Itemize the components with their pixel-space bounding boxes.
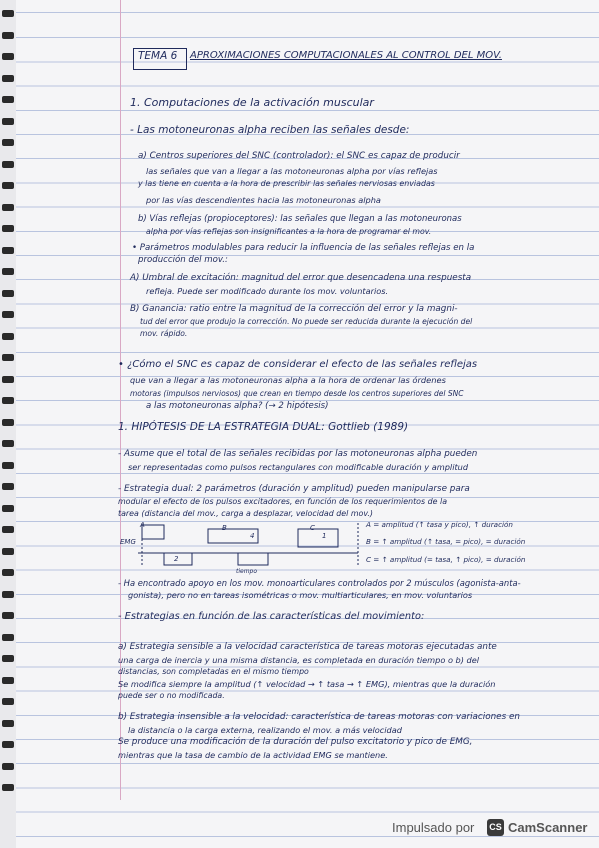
note-line: una carga de inercia y una misma distancia, es completada en duración tiempo o b) del xyxy=(118,654,480,665)
note-line: Se modifica siempre la amplitud (↑ velocidad → ↑ tasa → ↑ EMG), mientras que la duración xyxy=(118,678,496,689)
footer-powered-by: Impulsado por xyxy=(392,820,475,835)
binding-hole xyxy=(2,612,14,619)
note-line: a) Estrategia sensible a la velocidad característica de tareas motoras ejecutadas ante xyxy=(118,642,497,653)
binding-hole xyxy=(2,419,14,426)
binding-hole xyxy=(2,677,14,684)
note-line: distancias, son completadas en el mismo tiempo xyxy=(118,667,309,677)
note-line: A) Umbral de excitación: magnitud del error que desencadena una respuesta xyxy=(130,273,472,284)
binding-hole xyxy=(2,784,14,791)
diagram-label-a: A xyxy=(140,521,145,529)
binding-hole xyxy=(2,526,14,533)
binding-hole xyxy=(2,569,14,576)
page-title: APROXIMACIONES COMPUTACIONALES AL CONTROL DEL MOV. xyxy=(190,50,502,61)
note-line: producción del mov.: xyxy=(138,255,228,266)
binding-hole xyxy=(2,634,14,641)
note-line: que van a llegar a las motoneuronas alpha a la hora de ordenar las órdenes xyxy=(130,374,446,385)
note-line: 1. Computaciones de la activación muscular xyxy=(130,96,374,109)
note-line: refleja. Puede ser modificado durante los mov. voluntarios. xyxy=(146,285,389,296)
note-line: B) Ganancia: ratio entre la magnitud de la corrección del error y la magni- xyxy=(130,304,458,315)
binding-hole xyxy=(2,96,14,103)
note-line: 1. HIPÓTESIS DE LA ESTRATEGIA DUAL: Gottlieb (1989) xyxy=(118,420,409,433)
diagram-label-c: C xyxy=(310,524,315,532)
diagram-pulse-4: 4 xyxy=(250,532,255,540)
tema-label: TEMA 6 xyxy=(138,50,178,62)
note-line: alpha por vías reflejas son insignificantes a la hora de programar el mov. xyxy=(146,227,432,237)
note-line: la distancia o la carga externa, realizando el mov. a más velocidad xyxy=(128,724,402,735)
note-line: EMG xyxy=(120,538,136,546)
note-line: - Asume que el total de las señales recibidas por las motoneuronas alpha pueden xyxy=(118,449,478,460)
note-line: Se produce una modificación de la duración del pulso excitatorio y pico de EMG, xyxy=(118,737,473,748)
binding-hole xyxy=(2,397,14,404)
note-line: gonista), pero no en tareas isométricas o mov. multiarticulares, en mov. voluntarios xyxy=(128,589,473,600)
note-line: A = amplitud (↑ tasa y pico), ↑ duración xyxy=(366,519,513,529)
note-line: mientras que la tasa de cambio de la actividad EMG se mantiene. xyxy=(118,749,388,760)
note-line: motoras (impulsos nerviosos) que crean en tiempo desde los centros superiores del SNC xyxy=(130,388,464,398)
note-line: - Estrategia dual: 2 parámetros (duración y amplitud) pueden manipularse para xyxy=(118,484,470,495)
binding-hole xyxy=(2,440,14,447)
binding-hole xyxy=(2,268,14,275)
binding-hole xyxy=(2,32,14,39)
note-line: • Parámetros modulables para reducir la influencia de las señales reflejas en la xyxy=(132,243,475,254)
note-line: a) Centros superiores del SNC (controlador): el SNC es capaz de producir xyxy=(138,151,460,162)
binding-hole xyxy=(2,655,14,662)
diagram-pulse-1: 1 xyxy=(322,532,327,540)
note-line: tud del error que produjo la corrección. No puede ser reducida durante la ejecución del xyxy=(140,317,473,327)
binding-hole xyxy=(2,698,14,705)
note-line: y las tiene en cuenta a la hora de prescribir las señales nerviosas enviadas xyxy=(138,179,435,189)
binding-hole xyxy=(2,763,14,770)
binding-hole xyxy=(2,290,14,297)
binding-hole xyxy=(2,10,14,17)
binding-hole xyxy=(2,161,14,168)
note-line: B = ↑ amplitud (↑ tasa, = pico), = duración xyxy=(366,536,526,546)
note-line: las señales que van a llegar a las motoneuronas alpha por vías reflejas xyxy=(146,165,438,176)
diagram-label-b: B xyxy=(222,524,227,532)
note-line: • ¿Cómo el SNC es capaz de considerar el efecto de las señales reflejas xyxy=(118,359,478,370)
binding-hole xyxy=(2,311,14,318)
emg-pulse-diagram xyxy=(118,515,558,579)
note-line: b) Estrategia insensible a la velocidad: característica de tareas motoras con variaciones en xyxy=(118,712,520,723)
binding-hole xyxy=(2,75,14,82)
note-line: puede ser o no modificada. xyxy=(118,691,225,701)
binding-hole xyxy=(2,548,14,555)
binding-hole xyxy=(2,505,14,512)
binding-hole xyxy=(2,247,14,254)
binding-hole xyxy=(2,204,14,211)
binding-hole xyxy=(2,333,14,340)
binding-hole xyxy=(2,354,14,361)
note-line: modular el efecto de los pulsos excitadores, en función de los requerimientos de la xyxy=(118,497,448,507)
binding-hole xyxy=(2,462,14,469)
binding-hole xyxy=(2,591,14,598)
note-line: tiempo xyxy=(236,568,258,575)
note-line: mov. rápido. xyxy=(140,329,188,339)
binding-hole xyxy=(2,53,14,60)
binding-hole xyxy=(2,483,14,490)
binding-hole xyxy=(2,741,14,748)
binding-hole xyxy=(2,182,14,189)
note-line: - Las motoneuronas alpha reciben las señales desde: xyxy=(130,123,410,136)
note-line: por las vías descendientes hacia las motoneuronas alpha xyxy=(146,194,381,205)
spiral-binding xyxy=(0,0,16,848)
binding-hole xyxy=(2,225,14,232)
binding-hole xyxy=(2,139,14,146)
note-line: b) Vías reflejas (propioceptores): las señales que llegan a las motoneuronas xyxy=(138,213,462,224)
camscanner-logo-icon: CS xyxy=(487,819,504,836)
note-line: tarea (distancia del mov., carga a desplazar, velocidad del mov.) xyxy=(118,509,373,519)
note-line: ser representadas como pulsos rectangulares con modificable duración y amplitud xyxy=(128,461,469,472)
binding-hole xyxy=(2,118,14,125)
footer-brand: CamScanner xyxy=(508,820,588,835)
note-line: C = ↑ amplitud (= tasa, ↑ pico), = duración xyxy=(366,554,526,564)
note-line: - Ha encontrado apoyo en los mov. monoarticulares controlados por 2 músculos (agonista-anta- xyxy=(118,577,521,588)
note-line: - Estrategias en función de las características del movimiento: xyxy=(118,611,425,623)
binding-hole xyxy=(2,720,14,727)
note-line: a las motoneuronas alpha? (→ 2 hipótesis) xyxy=(146,401,329,412)
binding-hole xyxy=(2,376,14,383)
diagram-pulse-2: 2 xyxy=(174,555,179,563)
